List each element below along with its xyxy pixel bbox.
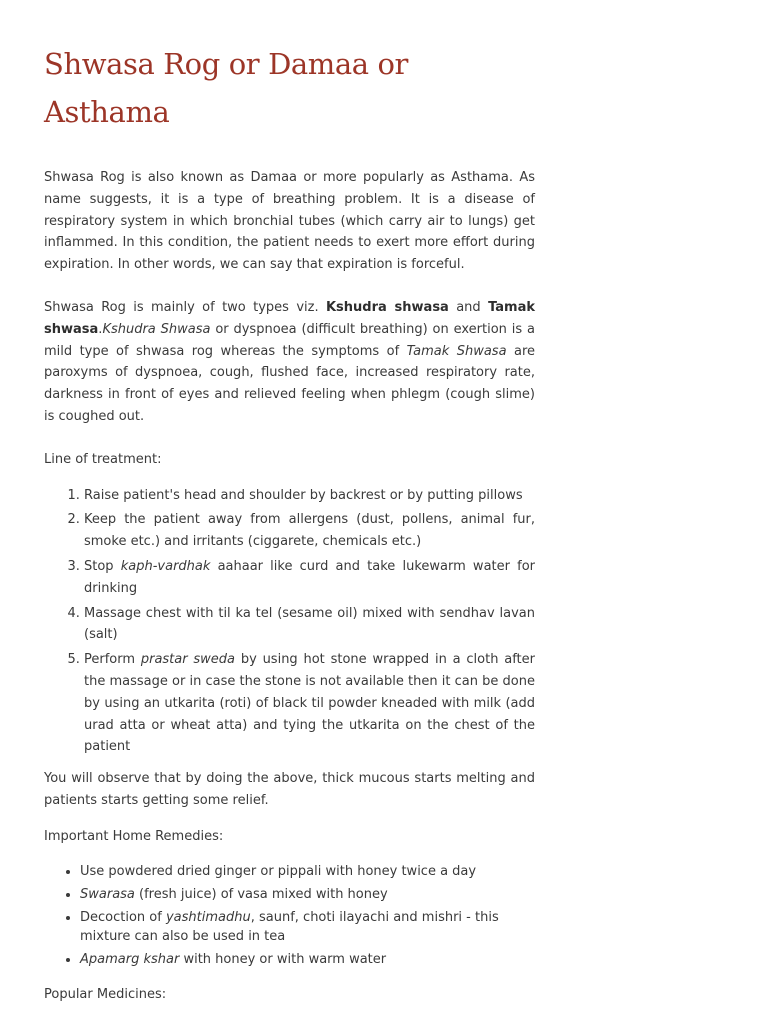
intro-paragraph: Shwasa Rog is also known as Damaa or more popularly as Asthama. As name suggests, it is a type of breathing problem. It is a disease of respiratory system in which bronchial tubes (which carry air to lungs) get inflammed. In this condition, the patient needs to exert more effort during expiration. In other words, we can say that expiration is forceful.: [44, 170, 535, 273]
observe-paragraph: You will observe that by doing the above, thick mucous starts melting and patients starts getting some relief.: [44, 771, 535, 808]
treatment-step: [84, 485, 535, 507]
remedies-list: [44, 862, 535, 970]
remedy-text: Use powdered dried ginger or pippali with honey twice a day: [80, 863, 477, 879]
apamarg-kshar-term: Apamarg kshar: [80, 952, 180, 968]
remedy-text: , saunf, choti ilayachi and mishri - this mixture can also be used in tea: [80, 909, 499, 945]
types-text: are paroxyms of dyspnoea, cough, flushed face, increased respiratory rate, darkness in front of eyes and relieved feeling when phlegm (cough slime) is coughed out.: [44, 343, 535, 424]
tamak-shwasa-italic: Tamak Shwasa: [406, 343, 507, 359]
remedy-item: [80, 885, 535, 905]
remedy-item: [80, 862, 535, 882]
treatment-step: [84, 603, 535, 647]
tamak-shwasa-term: Tamak shwasa: [44, 299, 535, 337]
remedy-text: (fresh juice) of vasa mixed with honey: [134, 886, 388, 902]
kshudra-shwasa-italic: Kshudra Shwasa: [102, 321, 211, 337]
remedies-label: Important Home Remedies:: [44, 828, 224, 844]
yashtimadhu-term: yashtimadhu: [165, 909, 251, 925]
step-text: Perform: [84, 652, 141, 668]
step-text: Massage chest with til ka tel (sesame oil) mixed with sendhav lavan (salt): [84, 605, 535, 643]
remedy-text: with honey or with warm water: [179, 952, 387, 968]
page-title: Shwasa Rog or Damaa or Asthama: [44, 47, 409, 129]
step-text: by using hot stone wrapped in a cloth after the massage or in case the stone is not available then it can be done by using an utkarita (roti) of black til powder kneaded with milk (add urad atta or wheat atta) and tying the utkarita on the chest of the patient: [84, 652, 535, 755]
step-text: Stop: [84, 558, 121, 574]
treatment-step: [84, 556, 535, 600]
remedy-item: [80, 950, 535, 970]
treatment-step: [84, 509, 535, 553]
step-text: aahaar like curd and take lukewarm water for drinking: [84, 558, 536, 596]
types-text: or dyspnoea (difficult breathing) on exertion is a mild type of shwasa rog whereas the symptoms of: [44, 321, 535, 359]
step-text: Raise patient's head and shoulder by backrest or by putting pillows: [84, 487, 523, 503]
treatment-step: [84, 649, 535, 758]
types-paragraph: [44, 297, 535, 428]
article: [44, 40, 535, 1019]
medicines-label: Popular Medicines:: [44, 986, 167, 1002]
prastar-sweda-term: prastar sweda: [140, 652, 236, 668]
step-text: Keep the patient away from allergens (dust, pollens, animal fur, smoke etc.) and irritants (ciggarete, chemicals etc.): [84, 512, 535, 550]
types-text: and: [448, 299, 489, 315]
swarasa-term: Swarasa: [80, 886, 135, 902]
kshudra-shwasa-term: Kshudra shwasa: [325, 299, 449, 315]
treatment-label: Line of treatment:: [44, 451, 162, 467]
remedy-item: [80, 908, 535, 947]
types-text: Shwasa Rog is mainly of two types viz.: [44, 299, 326, 315]
treatment-list: [44, 485, 535, 759]
types-text: .: [98, 321, 103, 337]
kaph-vardhak-term: kaph-vardhak: [120, 558, 211, 574]
remedy-text: Decoction of: [80, 909, 166, 925]
